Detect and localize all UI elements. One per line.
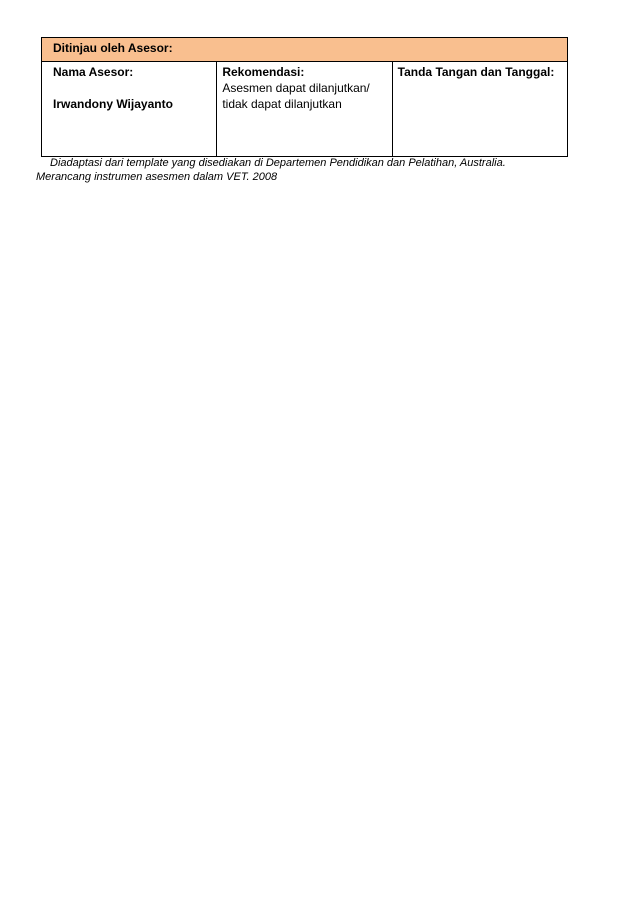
footnote-line-2: Merancang instrumen asesmen dalam VET. 2008 <box>36 171 278 183</box>
assessor-review-table <box>41 37 568 157</box>
assessor-name-label: Nama Asesor: <box>53 65 134 79</box>
signature-label: Tanda Tangan dan Tanggal: <box>397 65 555 79</box>
signature-cell <box>392 62 567 157</box>
assessor-name-cell <box>42 62 217 157</box>
recommendation-line-1: Asesmen dapat dilanjutkan/ <box>222 81 370 95</box>
recommendation-cell <box>217 62 392 157</box>
review-table-header: Ditinjau oleh Asesor: <box>42 38 568 62</box>
assessor-name-value: Irwandony Wijayanto <box>53 97 173 111</box>
recommendation-line-2: tidak dapat dilanjutkan <box>222 97 342 111</box>
source-footnote <box>36 156 596 184</box>
recommendation-label: Rekomendasi: <box>222 65 305 79</box>
footnote-line-1: Diadaptasi dari template yang disediakan di Departemen Pendidikan dan Pelatihan, Australia. <box>50 157 506 169</box>
